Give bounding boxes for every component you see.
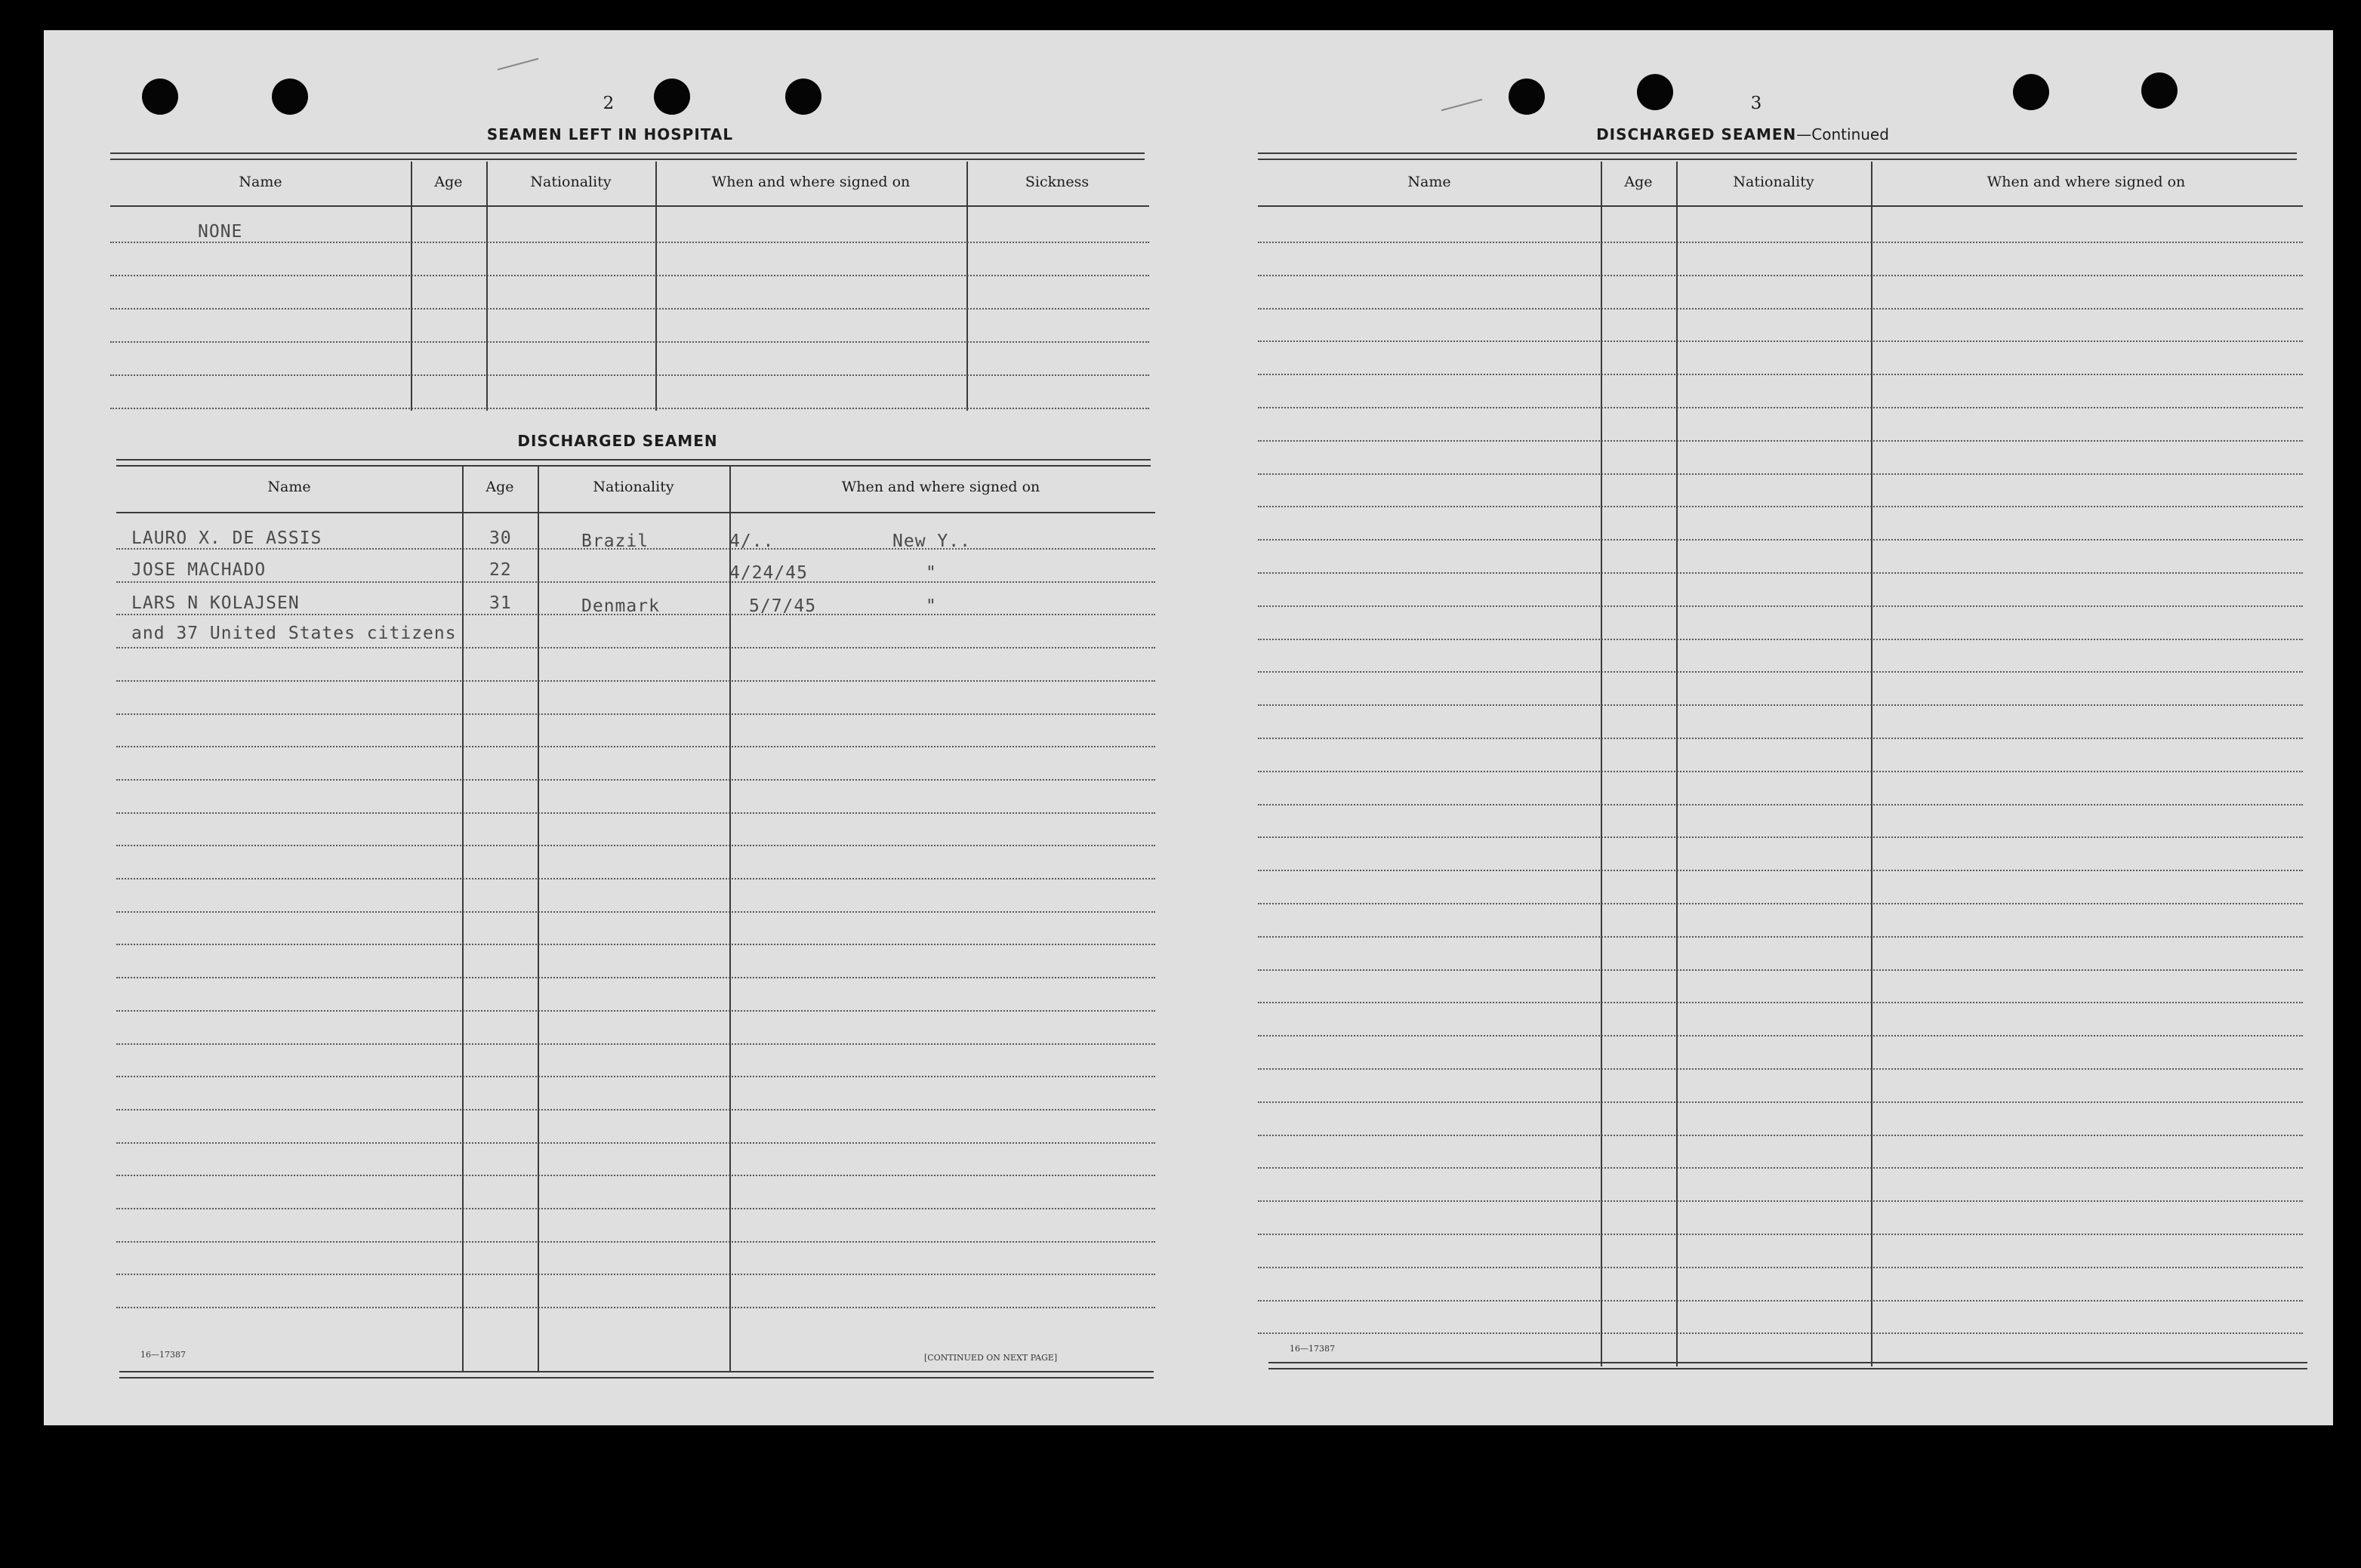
ruled-line (1258, 440, 2303, 442)
signed-on-date: 4/24/45 (729, 563, 808, 583)
punch-hole (1509, 79, 1545, 115)
seaman-name: LAURO X. DE ASSIS (131, 528, 322, 548)
ruled-line (116, 944, 1155, 945)
ruled-line (1258, 671, 2303, 673)
ruled-line (1258, 936, 2303, 938)
ruled-line (1258, 870, 2303, 871)
ruled-line (116, 1307, 1155, 1308)
continued-note: [CONTINUED ON NEXT PAGE] (924, 1353, 1058, 1363)
col-header-nationality: Nationality (593, 479, 674, 495)
punch-hole (142, 79, 178, 115)
ruled-line (116, 911, 1155, 913)
form-number: 16—17387 (1290, 1344, 1335, 1354)
seaman-age: 31 (489, 593, 512, 613)
col-header-age: Age (485, 479, 514, 495)
ruled-line (116, 845, 1155, 846)
col-header-name: Name (267, 479, 311, 495)
title-main: DISCHARGED SEAMEN (1596, 125, 1797, 143)
discharged-section-title: DISCHARGED SEAMEN (517, 432, 718, 450)
ruled-line (1258, 639, 2303, 640)
seaman-name: JOSE MACHADO (131, 560, 267, 580)
ruled-line (116, 713, 1155, 715)
ruled-line (1258, 374, 2303, 375)
col-header-nationality: Nationality (1733, 174, 1814, 190)
ruled-line (116, 812, 1155, 814)
col-header-signed-on: When and where signed on (711, 174, 911, 190)
punch-hole (2013, 74, 2049, 110)
hospital-section-title: SEAMEN LEFT IN HOSPITAL (486, 125, 734, 143)
col-header-signed-on: When and where signed on (1987, 174, 2186, 190)
ruled-line (116, 1109, 1155, 1111)
ruled-line (116, 1175, 1155, 1176)
ruled-line (1258, 804, 2303, 806)
ruled-line (1258, 308, 2303, 310)
signed-on-place: " (926, 563, 937, 583)
ruled-line (1258, 275, 2303, 276)
form-number: 16—17387 (140, 1350, 186, 1360)
seaman-name: LARS N KOLAJSEN (131, 593, 300, 613)
ruled-line (1258, 473, 2303, 475)
discharged-continued-title (1554, 125, 1931, 143)
ruled-line (1258, 506, 2303, 507)
ruled-line (1258, 903, 2303, 904)
ruled-line (1258, 572, 2303, 574)
col-header-age: Age (1624, 174, 1653, 190)
punch-hole (1637, 74, 1673, 110)
ruled-line (116, 1241, 1155, 1243)
seaman-nationality: Denmark (581, 596, 660, 616)
seaman-age: 22 (489, 560, 512, 580)
seaman-nationality: Brazil (581, 531, 649, 551)
page-number: 2 (603, 94, 615, 113)
punch-hole (785, 79, 821, 115)
ruled-line (116, 1274, 1155, 1275)
citizens-note: and 37 United States citizens (131, 624, 457, 643)
ruled-line (1258, 1200, 2303, 1202)
document-page (44, 30, 2333, 1425)
stray-mark (498, 58, 539, 70)
ruled-line (1258, 1135, 2303, 1136)
punch-hole (272, 79, 308, 115)
ruled-line (1258, 1068, 2303, 1070)
ruled-line (1258, 1234, 2303, 1235)
col-header-signed-on: When and where signed on (841, 479, 1040, 495)
col-header-name: Name (1407, 174, 1451, 190)
col-header-age: Age (434, 174, 463, 190)
ruled-line (116, 977, 1155, 978)
ruled-line (116, 1208, 1155, 1209)
signed-on-date: 4/.. (729, 531, 775, 551)
ruled-line (1258, 407, 2303, 408)
ruled-line (116, 680, 1155, 682)
hospital-entry: NONE (198, 222, 243, 242)
signed-on-place: " (926, 596, 937, 616)
ruled-line (1258, 738, 2303, 739)
ruled-line (1258, 1002, 2303, 1003)
page-number: 3 (1750, 94, 1762, 113)
ruled-line (1258, 539, 2303, 541)
ruled-line (1258, 1035, 2303, 1037)
ruled-line (116, 1043, 1155, 1045)
ruled-line (1258, 1167, 2303, 1169)
punch-hole (654, 79, 690, 115)
ruled-line (116, 581, 1155, 583)
signed-on-place: New Y.. (892, 531, 971, 551)
punch-hole (2141, 72, 2178, 109)
stray-mark (1441, 99, 1483, 111)
ruled-line (1258, 242, 2303, 243)
ruled-line (116, 878, 1155, 879)
col-header-sickness: Sickness (1025, 174, 1090, 190)
ruled-line (1258, 1101, 2303, 1103)
signed-on-date: 5/7/45 (749, 596, 817, 616)
ruled-line (116, 647, 1155, 648)
ruled-line (1258, 340, 2303, 342)
col-header-nationality: Nationality (530, 174, 612, 190)
ruled-line (1258, 1267, 2303, 1268)
ruled-line (1258, 1300, 2303, 1302)
ruled-line (1258, 1332, 2303, 1334)
ruled-line (116, 746, 1155, 747)
ruled-line (1258, 605, 2303, 607)
ruled-line (116, 779, 1155, 781)
ruled-line (116, 1142, 1155, 1144)
ruled-line (1258, 771, 2303, 772)
ruled-line (116, 1076, 1155, 1077)
ruled-line (116, 1010, 1155, 1012)
title-continued: —Continued (1796, 125, 1889, 143)
col-header-name: Name (239, 174, 282, 190)
ruled-line (1258, 969, 2303, 971)
ruled-line (1258, 704, 2303, 706)
seaman-age: 30 (489, 528, 512, 548)
ruled-line (1258, 836, 2303, 838)
